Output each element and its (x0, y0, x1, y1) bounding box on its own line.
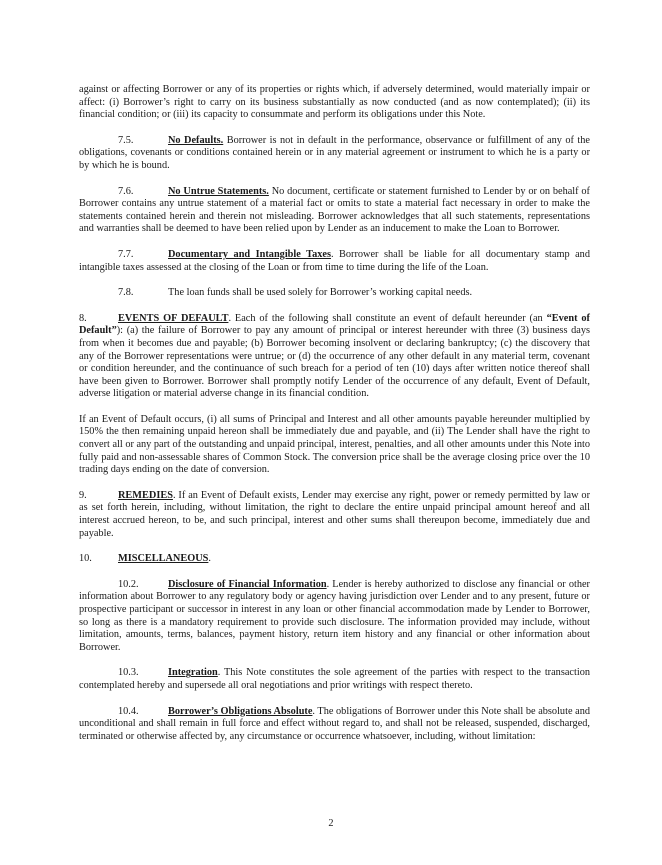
section-text: The loan funds shall be used solely for Borrower’s working capital needs. (168, 287, 473, 299)
section-number: 10.4. (118, 705, 139, 717)
section-number: 9. (79, 489, 87, 501)
section-text: ): (a) the failure of Borrower to pay any amount of principal or interest hereunder with three (3) business days from when it becomes due and payable; (b) Borrower becoming insolvent or declaring bankruptcy; (c) the discovery that any of the Borrower representations were untrue; or (d) the occurrence of any other default in any material term, covenant or condition hereunder, and the continuance of such breach for a period of ten (10) days after written notice thereof shall have been given to Borrower. Borrower shall promptly notify Lender of the occurrence of any default, Event of Default, adverse litigation or material adverse change in its financial condition. (79, 325, 590, 400)
section-text: . If an Event of Default exists, Lender may exercise any right, power or remedy permitted by law or as set forth herein, including, without limitation, the right to declare the entire unpaid principal amount hereof and all interest accrued hereon, to be, and such principal, interest and other sums shall thereupon become, immediately due and payable. (79, 489, 590, 539)
document-body (79, 84, 590, 756)
section-text: . Each of the following shall constitute an event of default hereunder (an (228, 312, 547, 324)
section-text: . The obligations of Borrower under this Note shall be absolute and unconditional and shall remain in full force and effect without regard to, and shall not be released, suspended, discharged, terminated or otherwise affected by, any circumstance or occurrence whatsoever, including, without limitation: (79, 705, 590, 742)
section-heading: Borrower’s Obligations Absolute (168, 705, 313, 717)
defined-term: “Event of Default” (79, 312, 590, 337)
section-10-2 (79, 579, 590, 655)
section-number: 10. (79, 553, 92, 565)
section-heading: Integration (168, 667, 218, 679)
section-number: 7.7. (118, 248, 134, 260)
section-text: . (208, 553, 211, 565)
section-9 (79, 490, 590, 540)
section-number: 7.8. (118, 287, 134, 299)
section-number: 10.2. (118, 578, 139, 590)
section-10 (79, 553, 590, 566)
section-number: 7.6. (118, 185, 134, 197)
section-8 (79, 313, 590, 401)
section-heading: EVENTS OF DEFAULT (118, 312, 229, 324)
section-number: 10.3. (118, 667, 139, 679)
section-heading: No Untrue Statements. (168, 185, 269, 197)
section-text: . Borrower shall be liable for all documentary stamp and intangible taxes assessed at the closing of the Loan or from time to time during the life of the Loan. (79, 248, 590, 273)
section-text: No document, certificate or statement furnished to Lender by or on behalf of Borrower contains any untrue statement of a material fact or omits to state a material fact necessary in order to make the statements contained herein and therein not misleading. Borrower acknowledges that all such statements, representations and warranties shall be deemed to have been relied upon by Lender as an inducement to make the Loan to Borrower. (79, 185, 590, 235)
section-heading: Disclosure of Financial Information (168, 578, 327, 590)
section-7-7 (79, 249, 590, 274)
section-text: Borrower is not in default in the performance, observance or fulfillment of any of the obligations, covenants or conditions contained herein or in any material agreement or instrument to which he is a party or by which he is bound. (79, 134, 590, 171)
section-heading: Documentary and Intangible Taxes (168, 248, 331, 260)
section-10-4 (79, 706, 590, 744)
page-number: 2 (328, 818, 334, 829)
section-number: 8. (79, 312, 87, 324)
section-text: . Lender is hereby authorized to disclose any financial or other information about Borrower to any regulatory body or agency having jurisdiction over Lender and to any present, future or prospective participant or successor in interest in any loan or other financial accommodation made by Lender to Borrower, so long as there is a mandatory requirement to provide such disclosure. The information provided may include, without limitation, amounts, terms, balances, payment history, return item history and any financial or other information about Borrower. (79, 578, 590, 653)
section-7-6 (79, 186, 590, 236)
section-text: . This Note constitutes the sole agreement of the parties with respect to the transaction contemplated hereby and supersede all oral negotiations and prior writings with respect thereto. (79, 667, 590, 691)
section-number: 7.5. (118, 134, 134, 146)
intro-paragraph: against or affecting Borrower or any of its properties or rights which, if adversely determined, would materially impair or affect: (i) Borrower’s right to carry on its business substantially as now conducted (and as now contemplated); (ii) its financial condition; or (iii) its capacity to consummate and perform its obligations under this Note. (79, 84, 590, 121)
section-10-3 (79, 667, 590, 692)
section-7-8 (79, 287, 590, 300)
section-7-5 (79, 135, 590, 173)
section-heading: REMEDIES (118, 489, 173, 501)
section-heading: MISCELLANEOUS (118, 553, 209, 565)
section-8-paragraph-2: If an Event of Default occurs, (i) all sums of Principal and Interest and all other amounts payable hereunder multiplied by 150% the then remaining unpaid hereon shall be immediately due and payable, and (ii) The Lender shall have the right to convert all or any part of the outstanding and unpaid principal, interest, penalties, and all other amounts under this Note into fully paid and non-assessable shares of Common Stock. The conversion price shall be the average closing price over the 10 trading days ending on the date of conversion. (79, 413, 590, 476)
section-heading: No Defaults. (168, 134, 224, 146)
